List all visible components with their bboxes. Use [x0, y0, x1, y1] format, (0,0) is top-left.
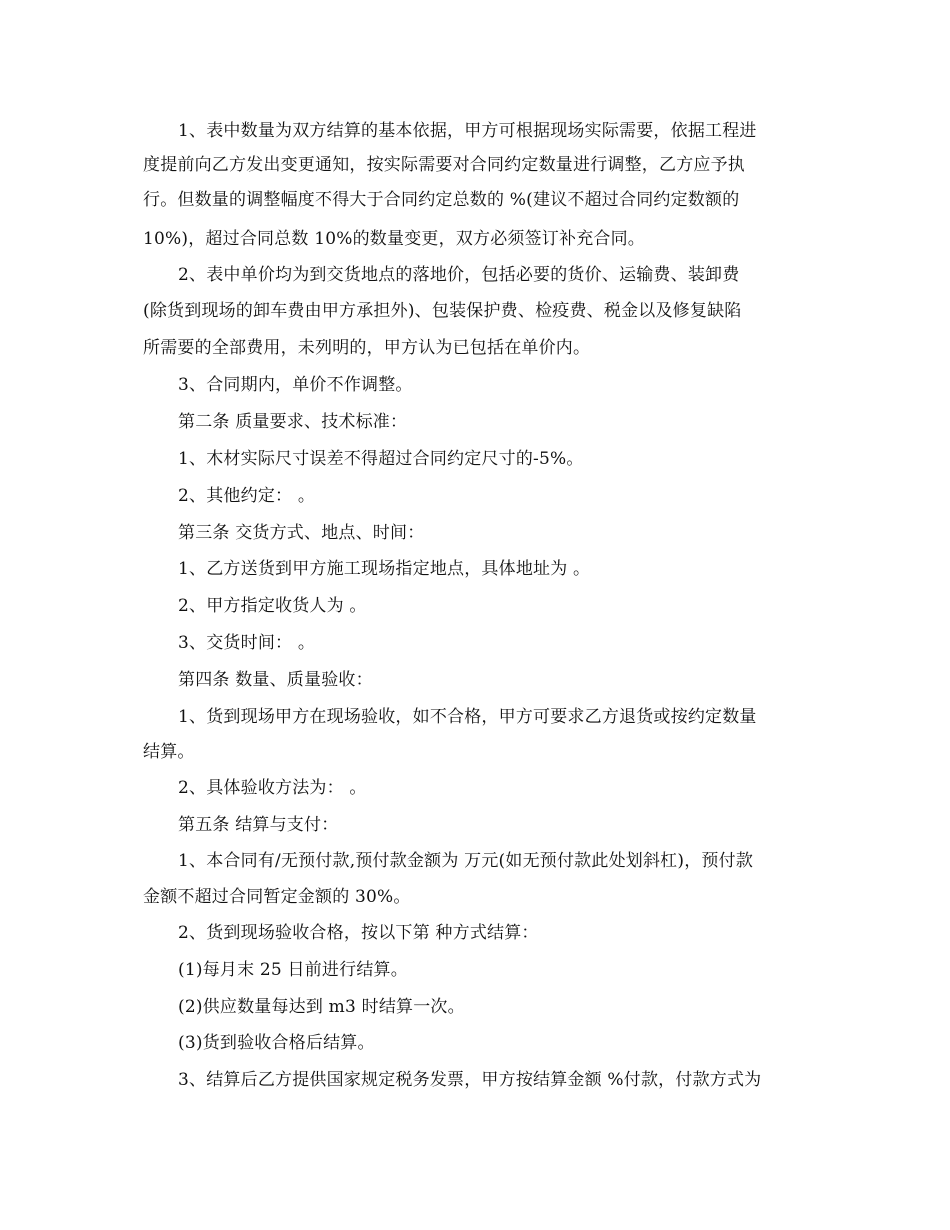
paragraph-line: 2、具体验收方法为： 。 [178, 778, 367, 798]
paragraph-line: 2、甲方指定收货人为 。 [178, 596, 367, 616]
paragraph-line: 1、乙方送货到甲方施工现场指定地点，具体地址为 。 [178, 559, 591, 579]
paragraph-line: 3、结算后乙方提供国家规定税务发票，甲方按结算金额 %付款，付款方式为 [178, 1070, 762, 1090]
paragraph-line: 3、交货时间： 。 [178, 633, 316, 653]
paragraph-line: 所需要的全部费用，未列明的，甲方认为已包括在单价内。 [143, 338, 591, 358]
list-item: (3)货到验收合格后结算。 [178, 1033, 375, 1053]
paragraph-line: 2、其他约定： 。 [178, 486, 316, 506]
section-heading: 第四条 数量、质量验收： [178, 670, 373, 690]
paragraph-line: 2、货到现场验收合格，按以下第 种方式结算： [178, 923, 539, 943]
section-heading: 第二条 质量要求、技术标准： [178, 412, 408, 432]
paragraph-line: 10%)，超过合同总数 10%的数量变更，双方必须签订补充合同。 [143, 229, 646, 249]
section-heading: 第三条 交货方式、地点、时间： [178, 523, 425, 543]
paragraph-line: 1、木材实际尺寸误差不得超过合同约定尺寸的-5%。 [178, 449, 584, 469]
paragraph-line: 行。但数量的调整幅度不得大于合同约定总数的 %(建议不超过合同约定数额的 [143, 190, 740, 210]
section-heading: 第五条 结算与支付： [178, 815, 339, 835]
paragraph-line: 3、合同期内，单价不作调整。 [178, 375, 413, 395]
paragraph-line: 金额不超过合同暂定金额的 30%。 [143, 887, 411, 907]
list-item: (1)每月末 25 日前进行结算。 [178, 960, 408, 980]
paragraph-line: 度提前向乙方发出变更通知，按实际需要对合同约定数量进行调整，乙方应予执 [143, 155, 745, 175]
paragraph-line: 结算。 [143, 742, 195, 762]
paragraph-line: (除货到现场的卸车费由甲方承担外)、包装保护费、检疫费、税金以及修复缺陷 [143, 301, 742, 321]
paragraph-line: 1、表中数量为双方结算的基本依据，甲方可根据现场实际需要，依据工程进 [178, 121, 757, 141]
paragraph-line: 2、表中单价均为到交货地点的落地价，包括必要的货价、运输费、装卸费 [178, 265, 740, 285]
list-item: (2)供应数量每达到 m3 时结算一次。 [178, 997, 465, 1017]
paragraph-line: 1、本合同有/无预付款,预付款金额为 万元(如无预付款此处划斜杠)，预付款 [178, 851, 754, 871]
paragraph-line: 1、货到现场甲方在现场验收，如不合格，甲方可要求乙方退货或按约定数量 [178, 707, 757, 727]
